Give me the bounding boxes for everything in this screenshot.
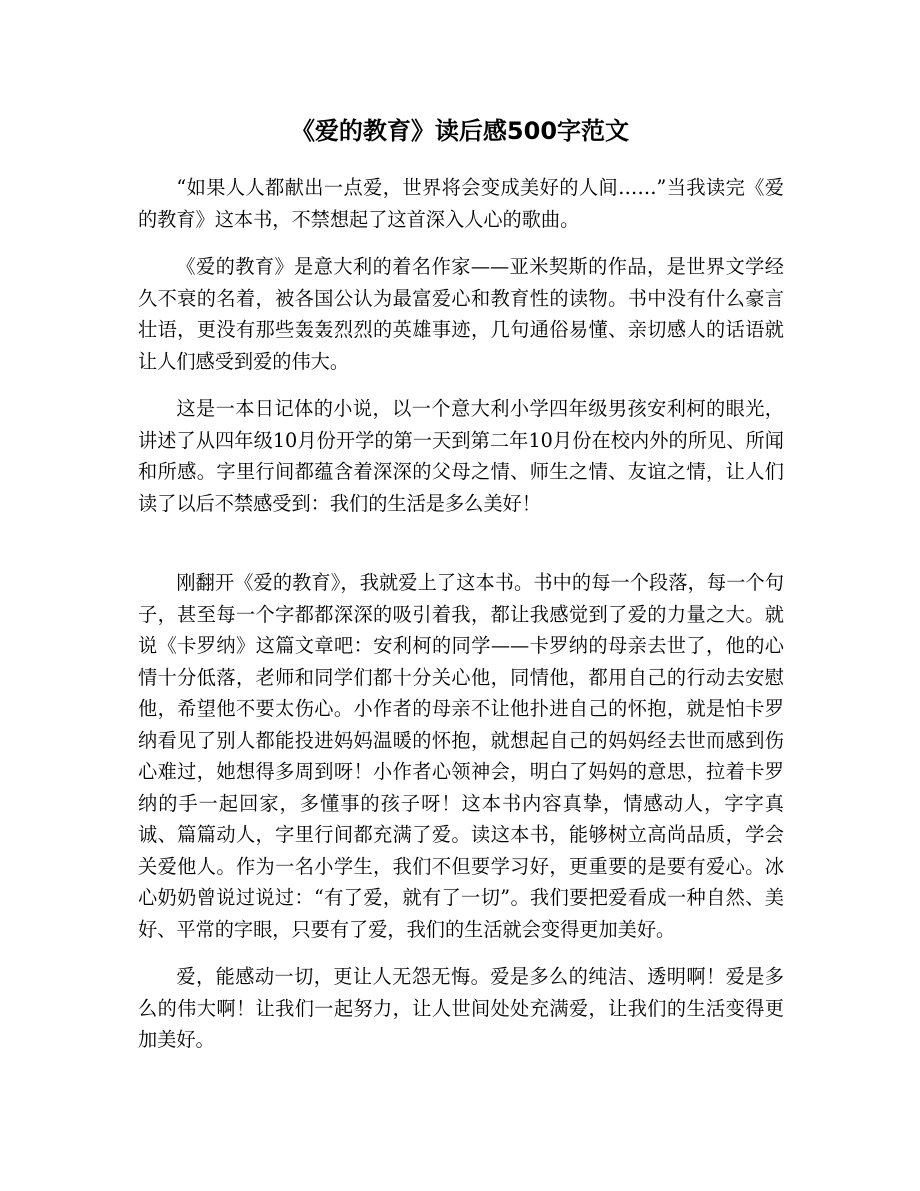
paragraph-1: “如果人人都献出一点爱，世界将会变成美好的人间……”当我读完《爱的教育》这本书，不禁想起了这首深入人心的歌曲。 [138, 176, 784, 231]
paragraph-4: 刚翻开《爱的教育》，我就爱上了这本书。书中的每一个段落，每一个句子，甚至每一个字都都深深的吸引着我，都让我感觉到了爱的力量之大。就说《卡罗纳》这篇文章吧：安利柯的同学——卡罗纳的母亲去世了，他的心情十分低落，老师和同学们都十分关心他，同情他，都用自己的行动去安慰他，希望他不要太伤心。小作者的母亲不让他扑进自己的怀抱，就是怕卡罗纳看见了别人都能投进妈妈温暖的怀抱，就想起自己的妈妈经去世而感到伤心难过，她想得多周到呀！小作者心领神会，明白了妈妈的意思，拉着卡罗纳的手一起回家，多懂事的孩子呀！这本书内容真挚，情感动人，字字真诚、篇篇动人，字里行间都充满了爱。读这本书，能够树立高尚品质，学会关爱他人。作为一名小学生，我们不但要学习好，更重要的是要有爱心。冰心奶奶曾说过说过：“有了爱，就有了一切”。我们要把爱看成一种自然、美好、平常的字眼，只要有了爱，我们的生活就会变得更加美好。 [138, 571, 784, 941]
paragraph-3: 这是一本日记体的小说，以一个意大利小学四年级男孩安利柯的眼光，讲述了从四年级10月份开学的第一天到第二年10月份在校内外的所见、所闻和所感。字里行间都蕴含着深深的父母之情、师生之情、友谊之情，让人们读了以后不禁感受到：我们的生活是多么美好！ [138, 397, 784, 515]
document-title: 《爱的教育》读后感500字范文 [290, 117, 630, 145]
document-body [138, 172, 784, 1072]
paragraph-5: 爱，能感动一切，更让人无怨无悔。爱是多么的纯洁、透明啊！爱是多么的伟大啊！让我们一起努力，让人世间处处充满爱，让我们的生活变得更加美好。 [138, 965, 784, 1051]
paragraph-2: 《爱的教育》是意大利的着名作家——亚米契斯的作品，是世界文学经久不衰的名着，被各国公认为最富爱心和教育性的读物。书中没有什么豪言壮语，更没有那些轰轰烈烈的英雄事迹，几句通俗易懂、亲切感人的话语就让人们感受到爱的伟大。 [138, 255, 784, 373]
